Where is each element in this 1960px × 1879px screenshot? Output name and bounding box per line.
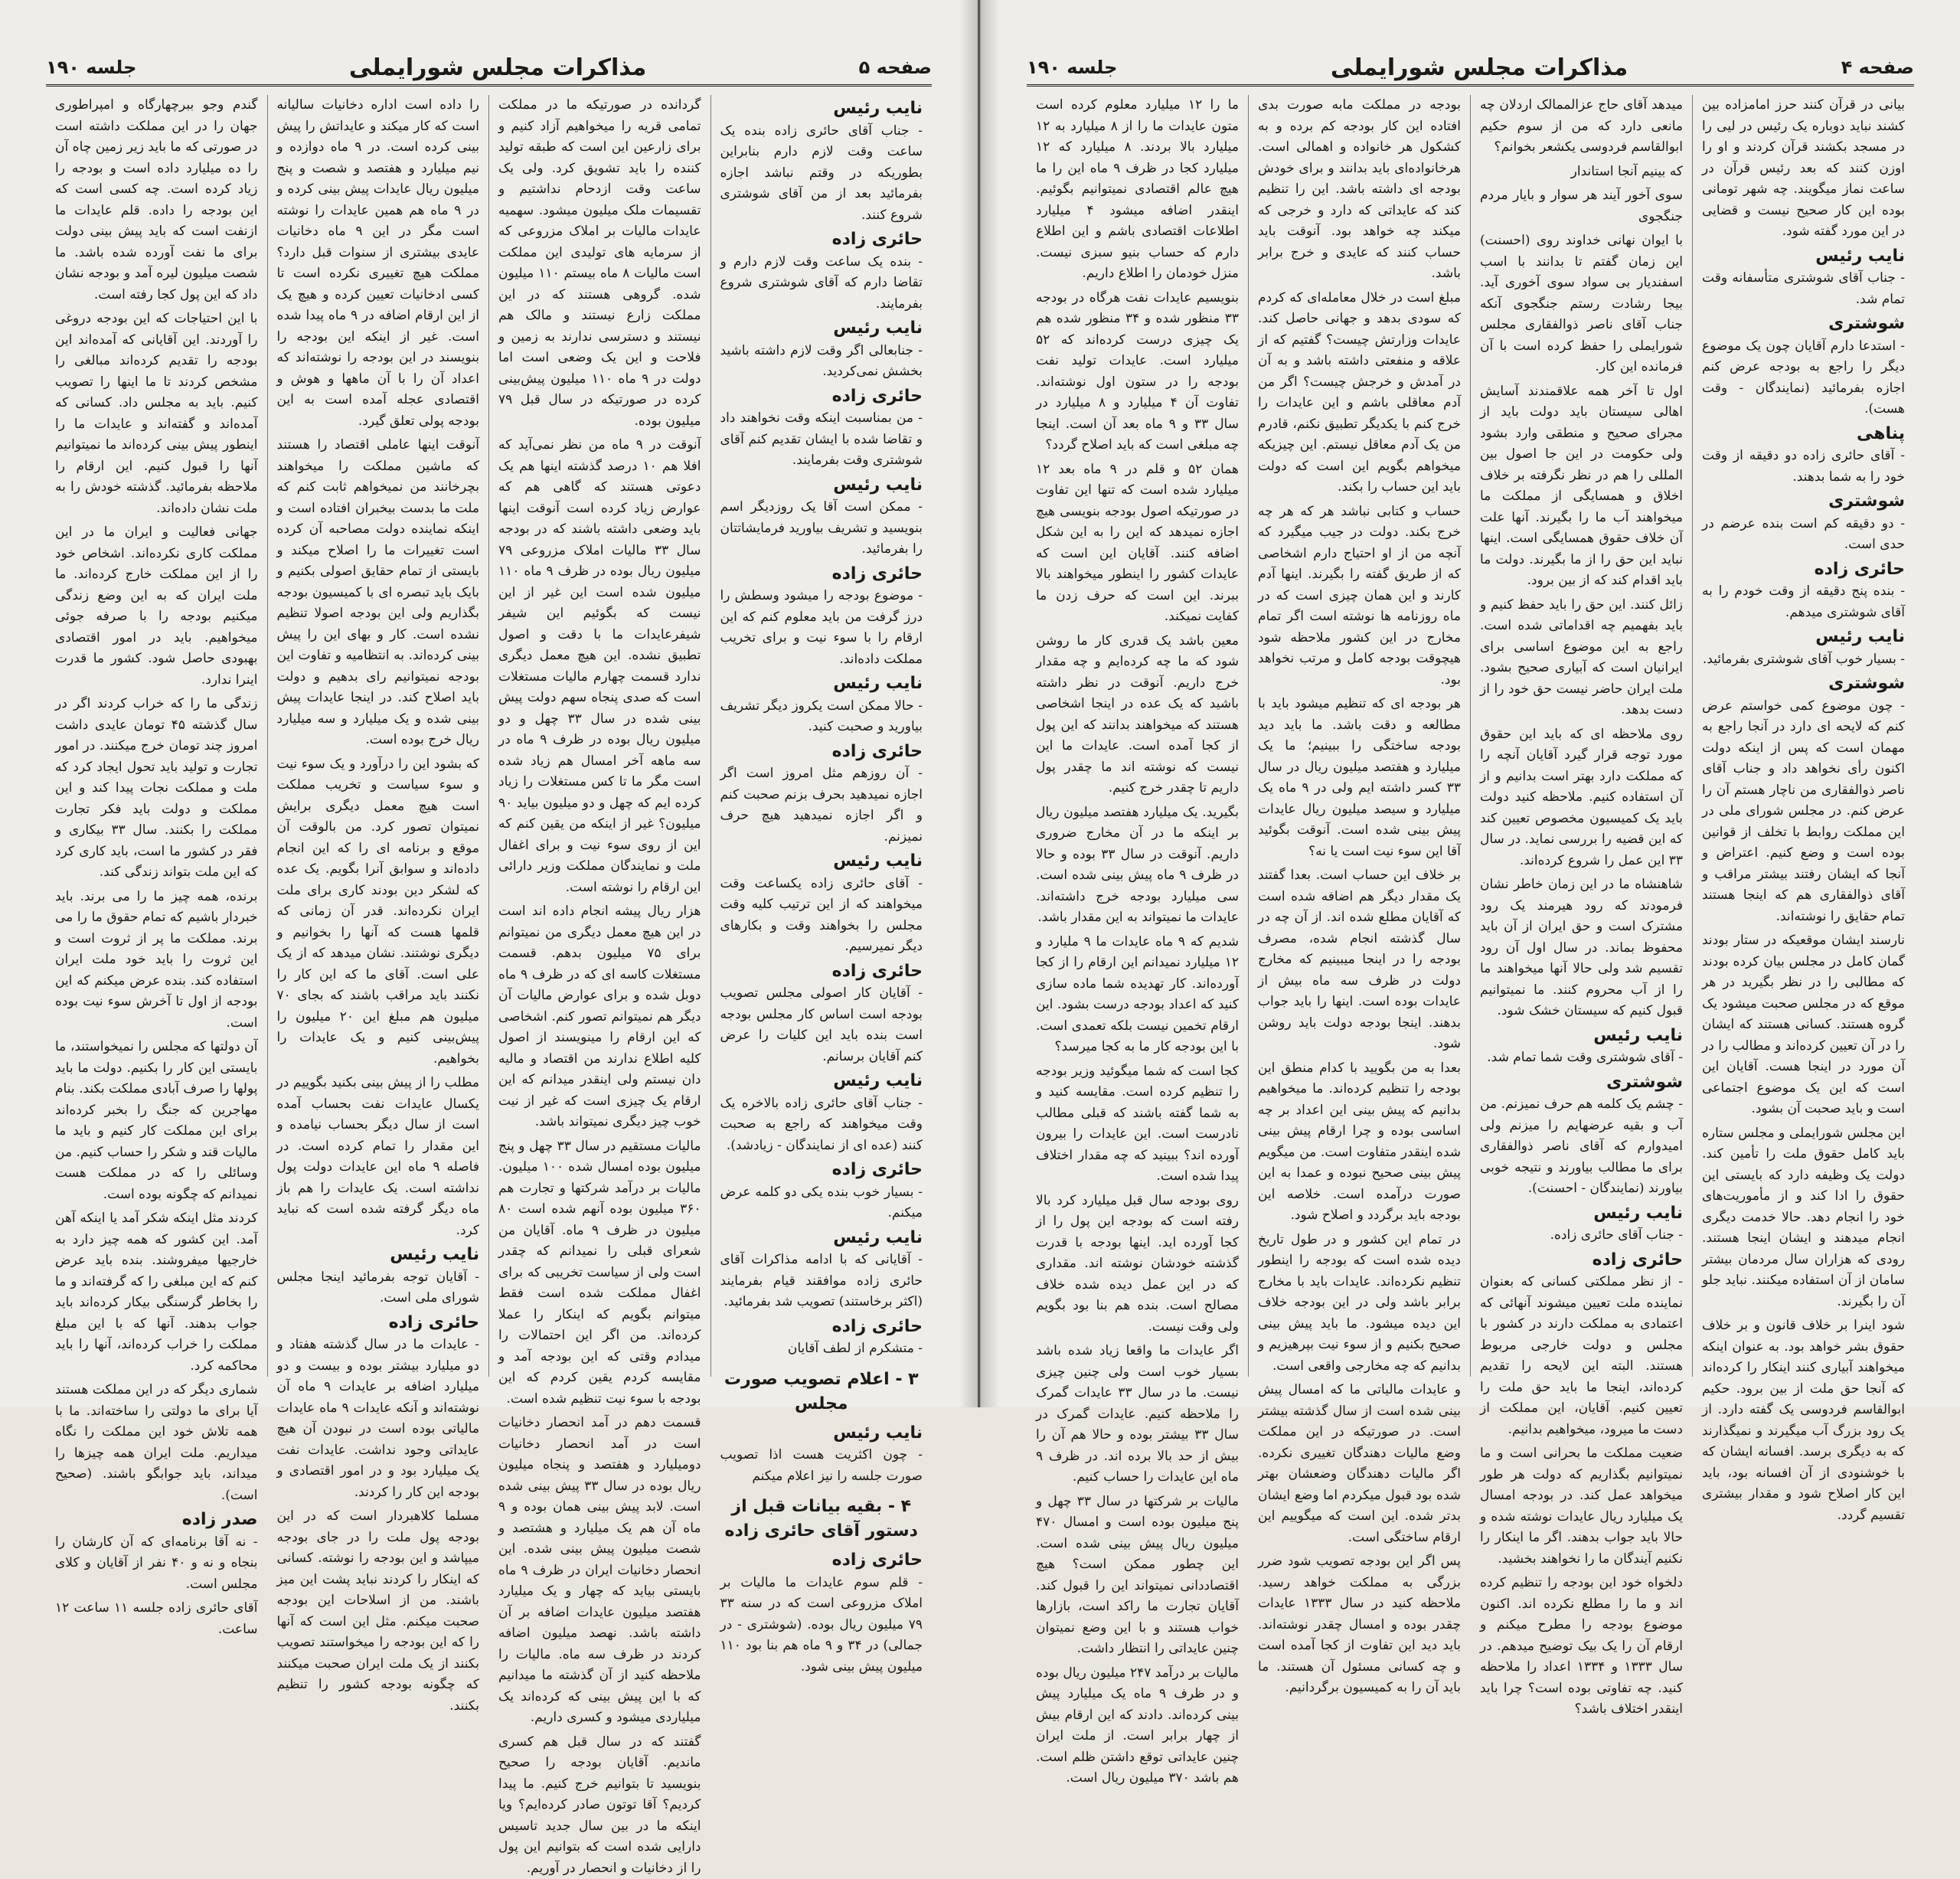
- speaker-name: نایب رئیس: [1702, 626, 1905, 648]
- paragraph: میدهد آقای حاج عزالممالک اردلان چه مانعی دارد که من از سوم حکیم ابوالقاسم فردوسی یکشعر بخوانم؟: [1480, 95, 1683, 158]
- paragraph: - بسیار خوب آقای شوشتری بفرمائید.: [1702, 649, 1905, 671]
- column: [488, 95, 710, 1377]
- paragraph: - حالا ممکن است یکروز دیگر تشریف بیاورید و صحبت کنید.: [720, 696, 923, 738]
- speaker-name: نایب رئیس: [277, 1244, 480, 1266]
- paragraph: زندگی ما را که خراب کردند اگر در سال گذشته ۴۵ تومان عایدی داشت امروز چند تومان خرج میکنند. در امور تجارت و تولید باید تحول ایجاد کرد که ملت و مملکت نجات پیدا کند و این مملکت و دولت باید فکر تجارت مملکت را بکنند. سال ۳۳ بیکاری و فقر در کشور ما است، باید کاری کرد که این ملت بتواند زندگی کند.: [55, 694, 258, 884]
- speaker-name: حائری زاده: [1480, 1250, 1683, 1271]
- speaker-name: شوشتری: [1702, 673, 1905, 694]
- paragraph: گفتند که در سال قبل هم کسری ماندیم. آقایان بودجه را صحیح بنویسید تا بتوانیم خرج کنیم. ما پیدا کردیم؟ آقا توتون صادر کرده‌ایم؟ ویا اینکه ما در بین سال جدید تاسیس دارایی شده است که بتوانیم این پول را از دخانیات و انحصار در آوریم.: [498, 1732, 701, 1879]
- paragraph: مبلغ است در خلال معامله‌ای که کردم که سودی بدهد و جهانی حاصل کند. عایدات وزارتش چیست؟ گفتیم که از علاقه و منفعتی داشته باشد و به آن در آمدش و خرجش چیست؟ اگر من آدم معاقلی باشم و این عایدات را خرج کنم با یکدیگر تطبیق نکنم، قادرم من یک آدم معاقل نیستم. این چیزیکه میخواهم بگویم این است که دولت باید این حساب را بکند.: [1258, 288, 1461, 498]
- column: [1027, 95, 1248, 1377]
- paragraph: آقای حائری زاده جلسه ۱۱ ساعت ۱۲ ساعت.: [55, 1598, 258, 1640]
- paragraph: بر خلاف این حساب است. بعدا گفتند یک مقدار دیگر هم اضافه شده است که آقایان مطلع شده اند. از آن چه در سال گذشته انجام شده، مصرف بودجه را در اینجا میبینیم که مخارج دولت در ظرف سه ماه بیش از عایدات بوده است. اینها را باید جواب بدهند. اینجا بودجه دولت باید روشن شود.: [1258, 865, 1461, 1055]
- speaker-name: نایب رئیس: [1480, 1025, 1683, 1047]
- paragraph: - بسیار خوب بنده یکی دو کلمه عرض میکنم.: [720, 1182, 923, 1224]
- paragraph: - من بمناسبت اینکه وقت نخواهند داد و تقاضا شده با ایشان تقدیم کنم آقای شوشتری وقت بفرمایند.: [720, 408, 923, 472]
- paragraph: گندم وجو ببرچهارگاه و امپراطوری جهان را در این مملکت داشته است در صورتی که ما باید زیر زمین چاه آن را ده میلیارد داده است و بودجه را زیاد کرده است. چه کسی است که این بودجه را داده. قلم عایدات ما ازنفت است که باید پیش بینی دولت برای ما نفت آورده شده باشد. ما شصت میلیون لیره آمد و بودجه نشان داد که این پول کجا رفته است.: [55, 95, 258, 306]
- paragraph: دلخواه خود این بودجه را تنظیم کرده اند و ما را مطلع نکرده اند. اکنون موضوع بودجه را مطرح میکنم و ارقام آن را یک بیک توضیح میدهم. در سال ۱۳۳۳ و ۱۳۳۴ اعداد را ملاحظه کنید. چه تفاوتی بوده است؟ چرا باید اینقدر اختلاف باشد؟: [1480, 1573, 1683, 1721]
- speaker-name: حائری زاده: [720, 229, 923, 250]
- paragraph: مالیات بر شرکتها در سال ۳۳ چهل و پنج میلیون بوده است و امسال ۴۷۰ میلیون ریال پیش بینی شده است. این چطور ممکن است؟ هیچ اقتصاددانی نمیتواند این را قبول کند. آقایان تجارت ما راکد است، بازارها خواب هستند و با این وضع نمیتوان چنین عایداتی را انتظار داشت.: [1036, 1492, 1239, 1660]
- page-number: صفحه ۴: [1841, 57, 1914, 78]
- paragraph: شاهنشاه ما در این زمان خاطر نشان فرمودند که رود هیرمند یک رود مشترک است و حق ایران از آن باید محفوظ بماند. در سال اول آن رود تقسیم شد ولی حالا آنها میخواهند ما را از آب محروم کنند. ما نمیتوانیم قبول کنیم که سیستان خشک شود.: [1480, 874, 1683, 1022]
- paragraph: مطلب را از پیش بینی بکنید بگوییم در یکسال عایدات نفت بحساب آمده است از سال دیگر بحساب نیامده و این مقدار را تمام کرده است. در فاصله ۹ ماه این عایدات دولت پول نداشته است. یک عایدات را هم باز ماه دیگر گرفته شده است که نباید کرد.: [277, 1073, 480, 1241]
- paragraph: با این احتیاجات که این بودجه دروغی را آوردند. این آقایانی که آمده‌اند این بودجه را تقدیم کرده‌اند مبالغی را مشخص کردند تا ما اینها را تصویب کنیم. باید به مجلس داد. کسانی که آمده‌اند و گفته‌اند و عایدات ما را اینطور پیش بینی کرده‌اند ما نمیتوانیم آنها را قبول کنیم. این ارقام را ملاحظه بفرمائید. گذشته خودش را به ملت نشان داده‌اند.: [55, 309, 258, 519]
- speaker-name: نایب رئیس: [720, 1227, 923, 1249]
- paragraph: اگر عایدات ما واقعا زیاد شده باشد بسیار خوب است ولی چنین چیزی نیست. ما در سال ۳۳ عایدات گمرک را ملاحظه کنیم. عایدات گمرک در سال ۳۳ بیشتر بوده و حالا هم آن را بیش از حد بالا برده اند. در ظرف ۹ ماه این عایدات را حساب کنیم.: [1036, 1341, 1239, 1488]
- paragraph: بعدا به من بگویید با کدام منطق این بودجه را تنظیم کرده‌اند. ما میخواهیم بدانیم که پیش بینی این اعداد بر چه اساسی بوده و چرا ارقام پیش بینی شده اینقدر متفاوت است. من میگویم پیش بینی صحیح نبوده و عمدا به این صورت درآمده است. خلاصه این بودجه باید برگردد و اصلاح شود.: [1258, 1058, 1461, 1227]
- paragraph: نارسند ایشان موقعیکه در ستار بودند گمان کامل در مجلس بیان کرده بودند که مطالبی را در نظر بگیرید در هر موقع که در مجلس صحبت میشود یک گروه هستند. کسانی هستند که ایشان را در آن تعیین کرده‌اند و مطالب را در آن مورد در اینجا هست. آقایان این است که این یک موضوع اجتماعی است و باید صحبت آن بشود.: [1702, 930, 1905, 1120]
- speaker-name: حائری زاده: [720, 741, 923, 763]
- paragraph: - جنابعالی اگر وقت لازم داشته باشید بخشش نمی‌کردید.: [720, 341, 923, 383]
- section-heading: ۴ - بقیه بیانات قبل از دستور آقای حائری زاده: [720, 1495, 923, 1544]
- paragraph: برنده، همه چیز ما را می برند. باید خبردار باشیم که تمام حقوق ما را می برند. مملکت ما پر از ثروت است و این ثروت را باید خود ملت ایران استفاده کند. بنده عرض میکنم که این بودجه از اول تا آخرش سوء نیت بوده است.: [55, 887, 258, 1034]
- page-title: مذاکرات مجلس شورایملی: [1331, 54, 1628, 81]
- paragraph: شدیم که ۹ ماه عایدات ما ۹ ملیارد و ۱۲ میلیارد نمیدانم این ارقام را از کجا آورده‌اند. کار تهدیده شما ماده سازی کنید که اعداد بودجه درست بشود. این ارقام تخمین نیست بلکه تعمدی است. با این بودجه کار ما به کجا میرسد؟: [1036, 932, 1239, 1058]
- paragraph: که بشود این را درآورد و یک سوء نیت و سوء سیاست و تخریب مملکت است هیچ معمل دیگری برایش نمیتوان تصور کرد. من بالوقت آن موقع و برنامه ای را که این انجام داده‌اند و سوابق آنرا بگویم. یک عده که لشکر دین بودند کاری برای ملت ایران نکرده‌اند. قدر آن زمانی که قلمها هست که آنها را بخوانیم و دیگری نوشتند. نشان میدهد که از یک علی است. آقای ما که این کار را نکنند باید مراقب باشند که بجای ۷۰ میلیون هم مبلغ این ۲۰ میلیون را پیش‌بینی کنیم و یک عایدات را بخواهیم.: [277, 754, 480, 1070]
- paragraph: حساب و کتابی نباشد هر که هر چه خرج بکند. دولت در جیب میگیرد که آنچه من از او احتیاج دارم اشخاصی که از طریق گفته را بگیرند. اینها آدم کارند و این همان چیزی است که در ماه روزنامه ها نوشته است اگر تمام مخارج در این کشور ملاحظه شود هیچوقت بودجه کامل و مرتب نخواهد بود.: [1258, 502, 1461, 691]
- paragraph: سوی آخور آیند هر سوار و بایار مردم جنگجوی: [1480, 185, 1683, 227]
- page-header-right: [1027, 51, 1914, 87]
- paragraph: - استدعا دارم آقایان چون یک موضوع دیگر را راجع به بودجه عرض کنم اجازه بفرمائید (نمایندگان - وقت هست).: [1702, 336, 1905, 420]
- paragraph: - آقای حائری زاده دو دقیقه از وقت خود را به شما بدهند.: [1702, 446, 1905, 488]
- paragraph: شماری دیگر که در این مملکت هستند آیا برای ما دولتی را ساخته‌اند. ما با همه تلاش خود این مملکت را نگاه میداریم. ملت ایران همه چیزها را میداند، باید جوابگو باشند. (صحیح است).: [55, 1380, 258, 1506]
- paragraph: که بینیم آنجا استاندار: [1480, 162, 1683, 183]
- speaker-name: نایب رئیس: [720, 475, 923, 496]
- paragraph: کردند مثل اینکه شکر آمد یا اینکه آهن آمد. این کشور که همه چیز دارد به خارجیها میفروشند. بنده باید عرض کنم که این مبلغی را که گرفته‌اند و ما را بخاطر گرسنگی بیکار کرده‌اند باید جواب بدهند. آنها که با این مبلغ مملکت را خراب کرده‌اند، آنها را باید محاکمه کرد.: [55, 1208, 258, 1377]
- page-header-left: [46, 51, 932, 87]
- session-number: جلسه ۱۹۰: [46, 57, 136, 78]
- paragraph: - عایدات ما در سال گذشته هفتاد و دو میلیارد بیشتر بوده و بیست و دو میلیارد اضافه بر عایدات ۹ ماه آن نوشته‌اند و آنکه عایدات ۹ ماه عایدات مالیاتی بوده است در نبودن آن هیچ عایداتی وجود نداشت. عایدات نفت یک میلیارد بود و در امور اقتصادی و بودجه این کار را کردند.: [277, 1335, 480, 1503]
- paragraph: ضعیت مملکت ما بحرانی است و ما نمیتوانیم بگذاریم که دولت هر طور میخواهد عمل کند. در بودجه امسال یک میلیارد ریال عایدات نوشته شده و حالا باید جواب بدهند. اگر ما اینکار را نکنیم آیندگان ما را نخواهند بخشید.: [1480, 1443, 1683, 1570]
- paragraph: - نه آقا برنامه‌ای که آن کارشان را بنجاه و نه و ۴۰ نفر از آقایان و کلای مجلس است.: [55, 1532, 258, 1596]
- paragraph: - چون موضوع کمی خواستم عرض کنم که لایحه ای دارد در آنجا راجع به مهمان است که پس از اینکه دولت اکنون رأی نخواهد داد و جناب آقای ناصر ذوالفقاری من ناچار هستم آن را عرض کنم. در مجلس شورای ملی در این مملکت روابط با تخلف از قوانین بوده است و وضع کنیم. اعتراض و آنجا که ایشان رفتند بیشتر مراقب و آقای ذوالفقاری هم که اینجا هستند تمام حقایق را نوشته‌اند.: [1702, 696, 1905, 928]
- paragraph: جهانی فعالیت و ایران ما در این مملکت کاری نکرده‌اند. اشخاص خود را از این مملکت خارج کرده‌اند. ما ملت ایران که به این وضع زندگی میکنیم بودجه را با صرفه جوئی میخواهیم. باید در امور اقتصادی بهبودی حاصل شود. کشور ما قدرت اینرا ندارد.: [55, 522, 258, 691]
- paragraph: - جناب آقای حائری زاده بالاخره یک وقت میخواهند که راجع به صحبت کنند (عده ای از نمایندگان - زیادشد).: [720, 1093, 923, 1157]
- paragraph: - آقایان کار اصولی مجلس تصویب بودجه است اساس کار مجلس بودجه است بنده باید این کلیات را عرض کنم آقایان برسانم.: [720, 983, 923, 1067]
- paragraph: پس اگر این بودجه تصویب شود ضرر بزرگی به مملکت خواهد رسید. ملاحظه کنید در سال ۱۳۳۳ عایدات چقدر بوده و امسال چقدر نوشته‌اند. باید دید این تفاوت از کجا آمده است و چه کسانی مسئول آن هستند. ما باید آن را به کمیسیون برگردانیم.: [1258, 1551, 1461, 1699]
- paragraph: و عایدات مالیاتی ما که امسال پیش بینی شده است از سال گذشته بیشتر است. در صورتیکه در این مملکت وضع مالیات دهندگان تغییری نکرده. اگر مالیات دهندگان وضعشان بهتر شده بود قبول میکردم اما وضع ایشان بدتر شده. این است که میگوییم این ارقام ساختگی است.: [1258, 1380, 1461, 1548]
- page-right: [980, 0, 1960, 1407]
- column: [1248, 95, 1470, 1377]
- page-number: صفحه ۵: [859, 57, 932, 78]
- paragraph: آنوقت اینها عاملی اقتصاد را هستند که ماشین مملکت را میخواهند بچرخانند من نمیخواهم ثابت کنم که ملت ما بدست بیخبران افتاده است و اینکه نماینده دولت مصاحبه آن کرده است تغییرات ما را اصلاح میکند و بایستی از تمام حقایق اصولی بکنیم و بایک باید تبصره ای با کمیسیون بودجه بگذاریم ولی این بودجه اصولا تنظیم نشده است. کار و بهای این را پیش بینی کرده‌اند. به انتظامیه و تفاوت این بودجه نمیتوانیم رای بدهیم و دولت باید اصلاح کند. در اینجا عایدات پیش بینی شده و یک میلیارد و سه میلیارد ریال خرج بوده است.: [277, 435, 480, 751]
- column: [1692, 95, 1914, 1377]
- paragraph: را داده است اداره دخانیات سالیانه است که کار میکند و عایداتش را پیش بینی کرده است. در ۹ ماه دوازده و نیم میلیارد و هفتصد و شصت و پنج میلیون ریال عایدات پیش بینی کرده و در ۹ ماه هم همین عایدات را نوشته است مگر در این ۹ ماه دخانیات عایدی بیشتری از سنوات قبل دارد؟ مملکت هیچ تغییری نکرده است تا کسی ادخانیات تعیین کرده و هیچ یک از این ارقام اضافه در ۹ ماه پیدا شده است. غیر از اینکه این بودجه را بنویسند در این بودجه را نوشته‌اند که اعداد آن را با آن ماهها و هوش و اقتصادی عجله آمده است به این بودجه پولی تعلق گیرد.: [277, 95, 480, 432]
- paragraph: - آقای شوشتری وقت شما تمام شد.: [1480, 1047, 1683, 1069]
- paragraph: - بنده پنج دقیقه از وقت خودم را به آقای شوشتری میدهم.: [1702, 581, 1905, 623]
- gutter-shadow: [981, 0, 999, 1407]
- speaker-name: حائری زاده: [720, 1159, 923, 1181]
- speaker-name: شوشتری: [1702, 491, 1905, 512]
- paragraph: گردانده در صورتیکه ما در مملکت تمامی قریه را میخواهیم آزاد کنیم و برای زارعین این است که طبقه تولید کننده را باید تشویق کرد. ولی یک ساعت وقت ازدحام نداشتیم و تقسیمات ملک میلیون میشود. سهمیه عایدات مالیات بر املاک مزروعی که از سرمایه های تولیدی این مملکت است مالیات ۸ ماه بیستم ۱۱۰ میلیون شده. گروهی هستند که در این مملکت زارع نیستند و مالک هم نیستند و دسترسی ندارند به زمین و فلاحت و این یک وضعی است اما دولت در ۹ ماه ۱۱۰ میلیون پیش‌بینی کرده در صورتیکه در سال قبل ۷۹ میلیون بوده.: [498, 95, 701, 432]
- paragraph: قسمت دهم در آمد انحصار دخانیات است در آمد انحصار دخانیات دومیلیارد و هفتصد و پنجاه میلیون ریال بوده در سال ۳۳ پیش بینی شده است. لابد پیش بینی همان بوده و ۹ ماه آن هم یک میلیارد و هشتصد و شصت میلیون پیش بینی شده. این انحصار دخانیات ایران در ظرف ۹ ماه بایستی بیاید که چهار و یک میلیارد هفتصد میلیون عایدات اضافه بر آن داشته باشد. نهصد میلیون اضافه کردند در ظرف سه ماه. مالیات را ملاحظه کنید از آن گذشته ما میدانیم که با این پیش بینی که کرده‌اند یک میلیاردی میشود و کسری داریم.: [498, 1413, 701, 1729]
- paragraph: بیانی در قرآن کنند حرز امامزاده بین کشند نباید دوباره یک رئیس در لیی را در مسجد بکشند قرآن کردند و او را اوزن کنند که بعد رئیس قرآن در ساعت نماز میگویند. چه شهر تومانی بوده این کار صحیح نیست و قضایی در این مورد گفته شود.: [1702, 95, 1905, 243]
- speaker-name: صدر زاده: [55, 1509, 258, 1531]
- paragraph: - متشکرم از لطف آقایان: [720, 1338, 923, 1360]
- speaker-name: شوشتری: [1702, 313, 1905, 335]
- column: [1470, 95, 1692, 1377]
- paragraph: - جناب آقای حائری زاده بنده یک ساعت وقت لازم دارم بنابراین بطوریکه در وقتم نباشد اجازه بفرمائید بعد از من آقای شوشتری شروع کنند.: [720, 121, 923, 227]
- page-title: مذاکرات مجلس شورایملی: [349, 54, 646, 81]
- paragraph: زائل کنند. این حق را باید حفظ کنیم و باید بفهمیم چه اقداماتی شده است. راجع به این موضوع اساسی برای ایرانیان است که آبیاری صحیح بشود. ملت ایران حاضر نیست حق خود را از دست بدهد.: [1480, 595, 1683, 721]
- paragraph: هزار ریال پیشه انجام داده اند است در این هیچ معمل دیگری من نمیتوانم برای ۷۵ میلیون بدهم. قسمت مستغلات کاسه ای که در ظرف ۹ ماه دوبل شده و برای عوارض مالیات آن دیگر هم نمیتوانم تصور کنم. اشخاصی که این ارقام را مینویسند از اصول کلیه اطلاع ندارند من اقتصاد و مالیه دان نیستم ولی اینقدر میدانم که این ارقام یک چیزی است که غیر از نیت خوب چیز دیگری نمیتواند باشد.: [498, 901, 701, 1133]
- page-left: [0, 0, 980, 1407]
- column: [267, 95, 489, 1377]
- speaker-name: نایب رئیس: [720, 98, 923, 119]
- paragraph: مالیات بر درآمد ۲۴۷ میلیون ریال بوده و در ظرف ۹ ماه یک میلیارد پیش بینی کرده‌اند. دادند که این ارقام بیش از چهار برابر است. از ملت ایران چنین عایداتی توقع داشتن ظلم است. هم باشد ۳۷۰ میلیون ریال است.: [1036, 1663, 1239, 1789]
- speaker-name: حائری زاده: [1702, 559, 1905, 580]
- paragraph: در تمام این کشور و در طول تاریخ دیده شده است که بودجه را اینطور تنظیم نکرده‌اند. عایدات باید با مخارج برابر باشد ولی در این بودجه خلاف این دیده میشود. ما باید پیش بینی صحیح بکنیم و از سوء نیت بپرهیزیم و بدانیم که چه مخارجی واقعی است.: [1258, 1230, 1461, 1377]
- speaker-name: حائری زاده: [720, 564, 923, 585]
- column: [710, 95, 933, 1377]
- paragraph: - دو دقیقه کم است بنده عرضم در حدی است.: [1702, 514, 1905, 556]
- speaker-name: حائری زاده: [720, 1550, 923, 1571]
- gutter-shadow: [959, 0, 978, 1407]
- column: [46, 95, 267, 1377]
- speaker-name: پناهی: [1702, 423, 1905, 445]
- paragraph: - چشم یک کلمه هم حرف نمیزنم. من آب و بقیه عرضهایم را میزنم ولی امیدوارم که آقای ناصر ذوالفقاری برای ما مطالب بیاورند و نتیجه خوبی بیاورند (نمایندگان - احسنت).: [1480, 1094, 1683, 1200]
- paragraph: معین باشد یک قدری کار ما روشن شود که ما چه کرده‌ایم و چه مقدار خرج داریم. آنوقت در نظر داشته باشید که یک عده در اینجا اشخاصی هستند که میخواهند بدانند که این پول از کجا آمده است. عایدات ما این نیست که نوشته اند ما چقدر پول داریم تا چقدر خرج کنیم.: [1036, 631, 1239, 799]
- paragraph: شود اینرا بر خلاف قانون و بر خلاف حقوق بشر خواهد بود. به عنوان اینکه میخواهند آبیاری کنند اینکار را کرده‌اند که آنجا حق ملت از بین برود. حکیم ابوالقاسم فردوسی یک گفته دارد. از یک رود بزرگ آب میگیرند و نمیگذارند که به دیگری برسد. افسانه ایشان که با خوشنودی از آن افسانه بود، باید این کار اصلاح شود و مقدار بیشتری تقسیم گردد.: [1702, 1315, 1905, 1526]
- paragraph: - آقایانی که با ادامه مذاکرات آقای حائری زاده موافقند قیام بفرمایند (اکثر برخاستند) تصویب شد بفرمائید.: [720, 1250, 923, 1313]
- paragraph: آنوقت در ۹ ماه من نظر نمی‌آید که افلا هم ۱۰ درصد گذشته اینها هم یک دعوتی هستند که گاهی هم که عوارض زیاد کرده است آنوقت اینها باید وضعی داشته باشند که در بودجه سال ۳۳ مالیات املاک مزروعی ۷۹ میلیون ریال بوده در ظرف ۹ ماه ۱۱۰ میلیون شده است این غیر از این نیست که بگوئیم این شیفر شیفرعایدات ما با دقت و اصول تطبیق نشده. این هیچ معمل دیگری ندارد قسمت چهارم مالیات مستغلات است که صدی پنجاه سهم دولت پیش بینی شده در سال ۳۳ چهل و دو میلیون ریال بوده در ظرف ۹ ماه در سه ماهه آخر امسال هم زیاد شده است مگر ما تا کس مستغلات را زیاد کرده ایم که چهل و دو میلیون بیاید ۹۰ میلیون؟ غیر از اینکه من یقین کنم که این از روی سوء نیت و برای اغفال ملت و نمایندگان مملکت وزیر دارائی این ارقام را نوشته است.: [498, 435, 701, 898]
- paragraph: مالیات مستقیم در سال ۳۳ چهل و پنج میلیون بوده امسال شده ۱۰۰ میلیون. مالیات بر درآمد شرکتها و تجارت هم ۳۶۰ میلیون بوده آنهم شده است ۸۰ میلیون در ظرف ۹ ماه. آقایان من شعرای قبلی را نمیدانم که چقدر است ولی از سیاست تخریبی که برای اغفال مملکت شده است فقط میتوانم بگویم که اینکار را عملا کرده‌اند. من اگر این احتمالات را میدادم وقتی که این بودجه آمد و مقایسه کردم یقین کردم که این بودجه با سوء نیت تنظیم شده است.: [498, 1136, 701, 1410]
- paragraph: - آن روزهم مثل امروز است اگر اجازه نمیدهید بحرف بزنم صحبت کنم و اگر اجازه نمیدهید هیچ حرف نمیزنم.: [720, 763, 923, 848]
- session-number: جلسه ۱۹۰: [1027, 57, 1117, 78]
- columns-right: [1027, 95, 1914, 1377]
- speaker-name: نایب رئیس: [720, 1423, 923, 1444]
- speaker-name: حائری زاده: [277, 1312, 480, 1334]
- paragraph: با ایوان نهانی خداوند روی (احسنت) این زمان گفتم تا بدانند با اسب اسفندیار بی سواد سوی آخوری آید. بیجا رشادت رستم جنگجوی آنکه جناب آقای ناصر ذوالفقاری مجلس شورایملی را حفظ کرده است با آن فرمانده این کار.: [1480, 230, 1683, 378]
- paragraph: روی ملاحظه ای که باید این حقوق مورد توجه قرار گیرد آقایان آنچه را که مملکت دارد بهتر است بدانیم و از آن استفاده کنیم. ملاحظه کنید دولت باید یک کمیسیون مخصوص تعیین کند که این قضیه را بررسی نماید. در سال ۳۳ این عمل را شروع کرده‌اند.: [1480, 724, 1683, 872]
- speaker-name: شوشتری: [1480, 1072, 1683, 1093]
- paragraph: - چون اکثریت هست اذا تصویب صورت جلسه را نیز اعلام میکنم: [720, 1445, 923, 1487]
- speaker-name: نایب رئیس: [720, 673, 923, 694]
- paragraph: - ممکن است آقا یک روزدیگر اسم بنویسید و تشریف بیاورید فرمایشاتتان را بفرمائید.: [720, 497, 923, 560]
- paragraph: بگیرید. یک میلیارد هفتصد میلیون ریال بر اینکه ما در آن مخارج ضروری داریم. آنوقت در سال ۳۳ بوده و حالا در ظرف ۹ ماه پیش بینی شده است. سی میلیارد بودجه خرج داشته‌اند. عایدات ما نمیتواند به این مقدار باشد.: [1036, 802, 1239, 929]
- paragraph: روی بودجه سال قبل میلیارد کرد بالا رفته است که بودجه این پول را از کجا آورده اید. اینها بودجه با قدرت گذشته خودشان نوشته اند. مقداری که در این عمل دیده شده خلاف مصالح است. بنده هم بنا بود بگویم ولی وقت نیست.: [1036, 1191, 1239, 1338]
- paragraph: مسلما کلاهبردار است که در این بودجه پول ملت را در جای بودجه میپاشد و این بودجه را نوشته. کسانی که اینکار را کردند نباید پشت این میز باشند. من از اسلاحات این بودجه صحبت میکنم. مثل این است که آنها را که این بودجه را میخواستند تصویب بکنند از یک ملت ایران صحبت میکنند که چگونه بودجه کشور را تنظیم بکنند.: [277, 1506, 480, 1717]
- paragraph: این مجلس شورایملی و مجلس ستاره باید کامل حقوق ملت را تأمین کند. دولت یک وظیفه دارد که بایستی این حقوق را ادا کند و از مأموریت‌های خود را انجام دهد. حالا خدمت دیگری انجام میدهند و ایشان اینجا هستند. رودی که هزاران سال مردمان بیشتر سامان از آن استفاده میکنند. نباید جلو آن را بگیرند.: [1702, 1123, 1905, 1313]
- paragraph: بودجه در مملکت مابه صورت بدی افتاده این کار بودجه کم برده و به کشکول هر خانواده و اهمالی است. هرخانواده‌ای باید بدانند و برای خودش بودجه ای داشته باشد. این را تنظیم کند که عایداتی که دارد و خرجی که میکند چه خواهد بود. آنوقت باید حساب کنند که عایدی و خرج برابر باشد.: [1258, 95, 1461, 285]
- paragraph: - آقایان توجه بفرمائید اینجا مجلس شورای ملی است.: [277, 1267, 480, 1309]
- speaker-name: نایب رئیس: [720, 1070, 923, 1092]
- paragraph: - از نظر مملکتی کسانی که بعنوان نماینده ملت تعیین میشوند آنهائی که اعتمادی به مملکت دارند در کشور با مجلس و دولت خارجی مربوط هستند. البته این لایحه را تقدیم کرده‌اند، اینجا ما باید حق ملت را تعیین کنیم. آقایان، این مملکت از دست ما میرود، میخواهیم بدانیم.: [1480, 1272, 1683, 1440]
- speaker-name: نایب رئیس: [720, 318, 923, 339]
- speaker-name: حائری زاده: [720, 1316, 923, 1338]
- paragraph: - قلم سوم عایدات ما مالیات بر املاک مزروعی است که در سنه ۳۳ ۷۹ میلیون ریال بوده. (شوشتری - در جمالی) در ۳۴ و ۹ ماه هم بنا بود ۱۱۰ میلیون پیش بینی شود.: [720, 1573, 923, 1678]
- columns-left: [46, 95, 932, 1377]
- paragraph: - جناب آقای حائری زاده.: [1480, 1225, 1683, 1247]
- paragraph: آن دولتها که مجلس را نمیخواستند، ما بایستی این کار را بکنیم. دولت ما باید پولها را صرف آبادی مملکت بکند. بنام مهاجرین که جنگ را بخبر کرده‌اند برای این مملکت کار کنیم و باید ما مالیات قند و شکر را حساب کنیم. من وسائلی را که در مملکت هست نمیدانم که چگونه بوده است.: [55, 1037, 258, 1205]
- speaker-name: حائری زاده: [720, 961, 923, 982]
- speaker-name: نایب رئیس: [720, 851, 923, 872]
- speaker-name: نایب رئیس: [1702, 246, 1905, 267]
- paragraph: هر بودجه ای که تنظیم میشود باید با مطالعه و دقت باشد. ما باید دید بودجه ساختگی را ببینیم؛ ما یک میلیارد و هفتصد میلیون ریال در سال ۳۳ کسر داشته ایم ولی در ۹ ماه یک میلیارد و سیصد میلیون ریال عایدات پیش بینی شده است. آنوقت بگوئید آقا این سوء نیت است یا نه؟: [1258, 694, 1461, 862]
- paragraph: کجا است که شما میگوئید وزیر بودجه را تنظیم کرده است. مقایسه کنید و به شما گفته باشند که قبلی مطالب نادرست است. این عایدات را بیرون آورده اند؟ ببینید که چه مقدار اختلاف پیدا شده است.: [1036, 1061, 1239, 1188]
- speaker-name: حائری زاده: [720, 386, 923, 407]
- paragraph: همان ۵۲ و قلم در ۹ ماه بعد ۱۲ میلیارد شده است که تنها این تفاوت در صورتیکه اصول بودجه بنویسی هیچ اجازه نمیدهد که این را به این شکل اضافه کنند. آقایان این است که عایدات کشور را اینطور میخواهند بالا ببرند. این است که حرف زدن ما کفایت نمیکند.: [1036, 459, 1239, 628]
- speaker-name: نایب رئیس: [1480, 1203, 1683, 1224]
- paragraph: - جناب آقای شوشتری متأسفانه وقت تمام شد.: [1702, 268, 1905, 310]
- paragraph: - موضوع بودجه را میشود وسطش را درز گرفت من باید معلوم کنم که این ارقام را با سوء نیت و برای تخریب مملکت داده‌اند.: [720, 586, 923, 670]
- paragraph: - آقای حائری زاده یکساعت وقت میخواهند که از این ترتیب کلیه وقت مجلس را بخواهند وقت و بکارهای دیگر نمیرسیم.: [720, 874, 923, 958]
- paragraph: ما را ۱۲ میلیارد معلوم کرده است متون عایدات ما را از ۸ میلیارد به ۱۲ میلیارد بالا بردند. ۸ میلیارد که ۱۲ میلیارد کجا در ظرف ۹ ماه این را ما هیچ عالم اقتصادی نمیتوانیم بگوئیم. اینقدر اضافه میشود ۴ میلیارد اطلاعات اقتصادی باشم و این اطلاع دارم که حساب بنیو سبزی نیست. منزل خودمان را اطلاع داریم.: [1036, 95, 1239, 285]
- paragraph: بنویسیم عایدات نفت هرگاه در بودجه ۳۳ منظور شده و ۳۴ منظور شده هم یک چیزی درست کرده‌اند که ۵۲ میلیارد است. عایدات تولید نفت بودجه را در ستون اول نوشته‌اند. تفاوت آن ۴ میلیارد و ۸ میلیارد در سال ۳۳ و ۹ ماه بعد آن است. اینجا چه مبلغی است که باید اصلاح گردد؟: [1036, 288, 1239, 456]
- paragraph: - بنده یک ساعت وقت لازم دارم و تقاضا دارم که آقای شوشتری شروع بفرمایند.: [720, 252, 923, 315]
- section-heading: ۳ - اعلام تصویب صورت مجلس: [720, 1368, 923, 1417]
- paragraph: اول تا آخر همه علاقمندند آسایش اهالی سیستان باید دولت باید از مجرای صحیح و منطقی وارد بشود ولی حکومت در این جا اصول بین المللی را هم در نظر نگرفته بر خلاف اخلاق و همسایگی از مملکت ما میخواهند آب ما را بگیرند. آنها علت آن خلاف حقوق همسایگی است. اینها نباید این حق را از ما بگیرند. دولت ما باید اقدام کند که از بین برود.: [1480, 381, 1683, 592]
